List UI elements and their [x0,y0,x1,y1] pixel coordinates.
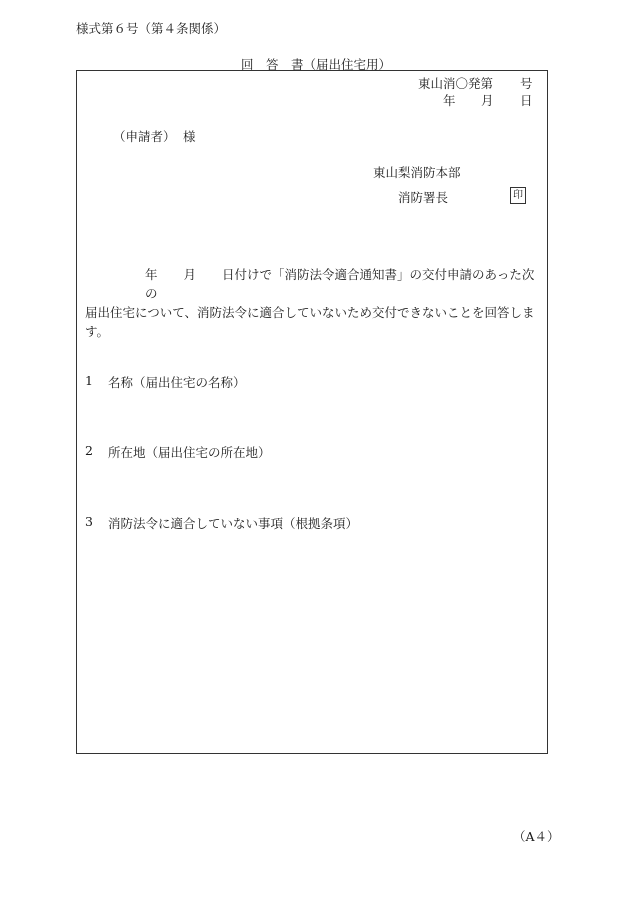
date-month: 月 [481,93,494,108]
doc-number-suffix: 号 [520,76,533,91]
item-1-number: 1 [85,373,93,388]
item-2-label: 所在地（届出住宅の所在地） [108,445,271,460]
item-2-number: 2 [85,443,93,458]
body-paragraph [85,265,545,341]
form-number: 様式第６号（第４条関係） [76,21,227,36]
body-year: 年 [145,267,158,282]
body-line3: す。 [85,324,110,339]
doc-number-prefix: 東山消〇発第 [418,76,494,91]
item-1-label: 名称（届出住宅の名称） [108,375,246,390]
document-title: 回 答 書（届出住宅用） [241,57,392,72]
form-frame [76,70,548,754]
item-3-number: 3 [85,514,93,529]
applicant-label: （申請者） [113,129,176,144]
issuer-title: 消防署長 [398,190,449,205]
paper-size-note: （A４） [513,829,560,844]
date-day: 日 [520,93,533,108]
body-line2: 届出住宅について、消防法令に適合していないため交付できないことを回答しま [85,305,535,320]
seal-stamp: 印 [510,187,526,204]
date-year: 年 [443,93,456,108]
body-month: 月 [183,267,197,282]
applicant-honorific: 様 [183,129,196,144]
item-3-label: 消防法令に適合していない事項（根拠条項） [108,516,359,531]
issuer-org: 東山梨消防本部 [373,165,461,180]
body-line1: 日付けで「消防法令適合通知書」の交付申請のあった次の [145,267,535,301]
